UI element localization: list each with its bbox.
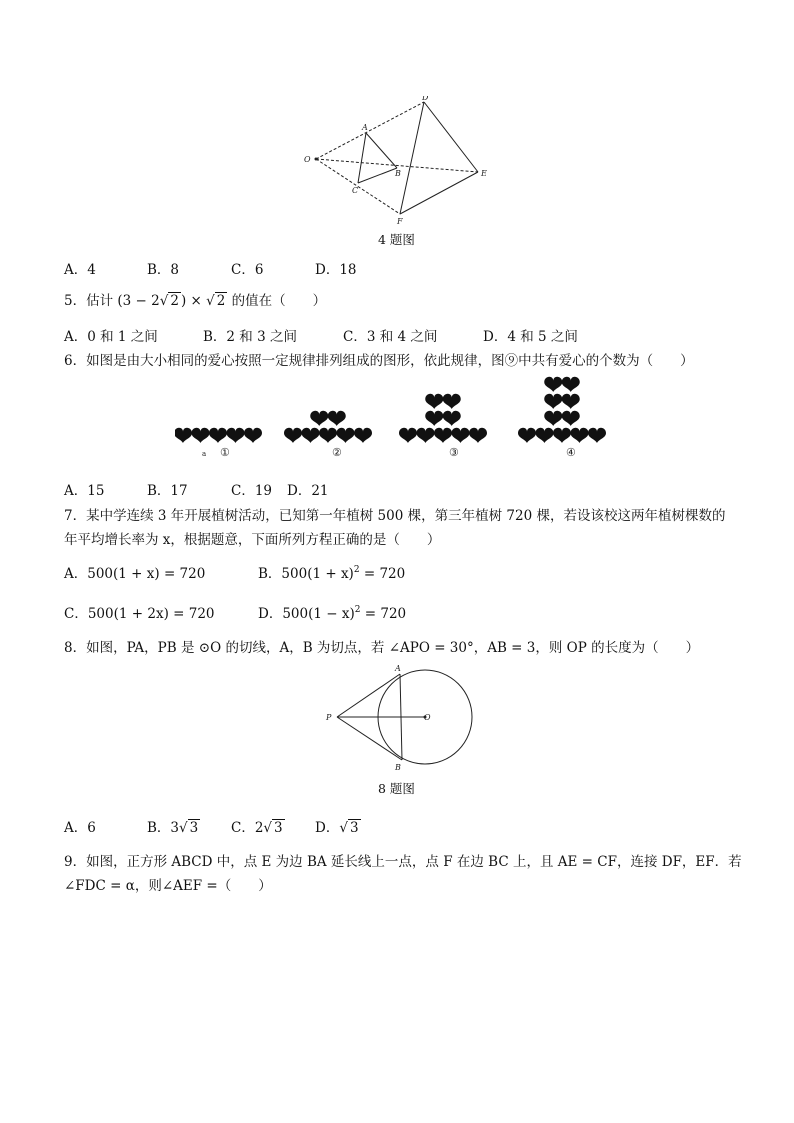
q5-option-d: D．4 和 5 之间 <box>483 329 578 345</box>
q8-point-o: O <box>424 713 431 722</box>
q7-option-d: D．$500(1 - x)^2 = 720$ <box>258 605 407 622</box>
heart-icon <box>469 428 487 443</box>
q8-figure-caption: 8 题图 <box>378 781 415 796</box>
heart-icon <box>337 428 355 443</box>
q6-figure <box>175 376 625 466</box>
q7-stem-line-2: 年平均增长率为 x，根据题意，下面所列方程正确的是（ ） <box>64 532 441 548</box>
q4-point-d: D <box>422 96 429 102</box>
heart-icon <box>354 428 372 443</box>
heart-icon <box>544 377 562 392</box>
heart-icon <box>417 428 435 443</box>
q4-figure <box>300 96 500 226</box>
q4-option-a: A．4 <box>64 262 96 278</box>
heart-icon <box>175 428 192 443</box>
q8-option-d: D．√ 3 <box>315 820 359 836</box>
heart-icon <box>434 428 452 443</box>
q6-label-3: ③ <box>449 446 459 459</box>
q8-point-p: P <box>326 713 332 722</box>
q8-option-b: B．3√ 3 <box>147 820 199 836</box>
q6-label-1: ① <box>220 446 230 459</box>
q7-option-b: B．$500(1 + x)^2 = 720$ <box>258 565 406 582</box>
q4-figure-caption: 4 题图 <box>378 232 415 247</box>
heart-icon <box>425 411 443 426</box>
heart-icon <box>562 377 580 392</box>
heart-icon <box>302 428 320 443</box>
q5-option-c: C．3 和 4 之间 <box>343 329 438 345</box>
q5-stem-prefix: 5．估计 <box>64 293 114 309</box>
q6-option-b: B．17 <box>147 483 188 499</box>
heart-icon <box>399 428 417 443</box>
heart-icon <box>227 428 245 443</box>
q8-point-a: A <box>395 664 401 673</box>
q5-radical-2: √ 2 <box>206 293 226 309</box>
heart-icon <box>425 394 443 409</box>
q8-point-b: B <box>395 763 401 772</box>
heart-icon <box>588 428 606 443</box>
heart-icon <box>571 428 589 443</box>
heart-icon <box>553 428 571 443</box>
heart-icon <box>562 411 580 426</box>
q7-stem-line-1: 7．某中学连续 3 年开展植树活动，已知第一年植树 500 棵，第三年植树 720 棵，若设该校这两年植树棵数的 <box>64 508 726 524</box>
q8-stem: 8．如图，PA，PB 是 ⊙O 的切线，A，B 为切点，若 ∠APO = 30°，AB = 3，则 OP 的长度为（ ） <box>64 640 700 656</box>
q8-option-c: C．2√ 3 <box>231 820 283 836</box>
q4-point-b: B <box>395 169 401 178</box>
q6-small-mark: a <box>202 450 207 458</box>
heart-icon <box>443 411 461 426</box>
q4-point-o: O <box>304 155 311 164</box>
q7-option-a: A．500(1 + x) = 720 <box>64 566 206 582</box>
q5-radical-1: √ 2 <box>159 293 179 309</box>
q5-expr-open: (3 − 2 <box>117 293 160 309</box>
heart-icon <box>452 428 470 443</box>
q9-stem-line-2: ∠FDC = α，则∠AEF =（ ） <box>64 878 272 894</box>
q6-option-c: C．19 <box>231 483 273 499</box>
q5-expression <box>117 292 231 309</box>
q5-expr-close: ) × <box>180 293 207 309</box>
heart-icon <box>284 428 302 443</box>
q6-label-4: ④ <box>566 446 576 459</box>
q5-option-a: A．0 和 1 之间 <box>64 329 158 345</box>
heart-icon <box>544 411 562 426</box>
q6-option-a: A．15 <box>64 483 105 499</box>
q4-option-c: C．6 <box>231 262 264 278</box>
q6-option-d: D．21 <box>287 483 329 499</box>
heart-icon <box>544 394 562 409</box>
heart-icon <box>244 428 262 443</box>
q6-label-2: ② <box>332 446 342 459</box>
q4-point-e: E <box>481 169 487 178</box>
heart-icon <box>192 428 210 443</box>
q6-hearts <box>175 377 606 443</box>
q8-figure <box>320 660 480 775</box>
q4-point-a: A <box>362 123 368 132</box>
q4-option-d: D．18 <box>315 262 357 278</box>
q5-stem-suffix: 的值在（ ） <box>231 293 327 309</box>
q4-point-f: F <box>397 217 403 226</box>
q8-option-a: A．6 <box>64 820 96 836</box>
heart-icon <box>562 394 580 409</box>
heart-icon <box>443 394 461 409</box>
q5-stem <box>64 289 326 309</box>
heart-icon <box>328 411 346 426</box>
heart-icon <box>310 411 328 426</box>
heart-icon <box>536 428 554 443</box>
q4-point-c: C <box>352 186 359 195</box>
q7-option-c: C．500(1 + 2x) = 720 <box>64 606 215 622</box>
heart-icon <box>319 428 337 443</box>
q4-option-b: B．8 <box>147 262 180 278</box>
heart-icon <box>518 428 536 443</box>
q9-stem-line-1: 9．如图，正方形 ABCD 中，点 E 为边 BA 延长线上一点，点 F 在边 BC 上，且 AE = CF，连接 DF，EF．若 <box>64 854 742 870</box>
q5-option-b: B．2 和 3 之间 <box>203 329 297 345</box>
q6-stem: 6．如图是由大小相同的爱心按照一定规律排列组成的图形，依此规律，图⑨中共有爱心的个数为（ ） <box>64 353 694 369</box>
heart-icon <box>209 428 227 443</box>
